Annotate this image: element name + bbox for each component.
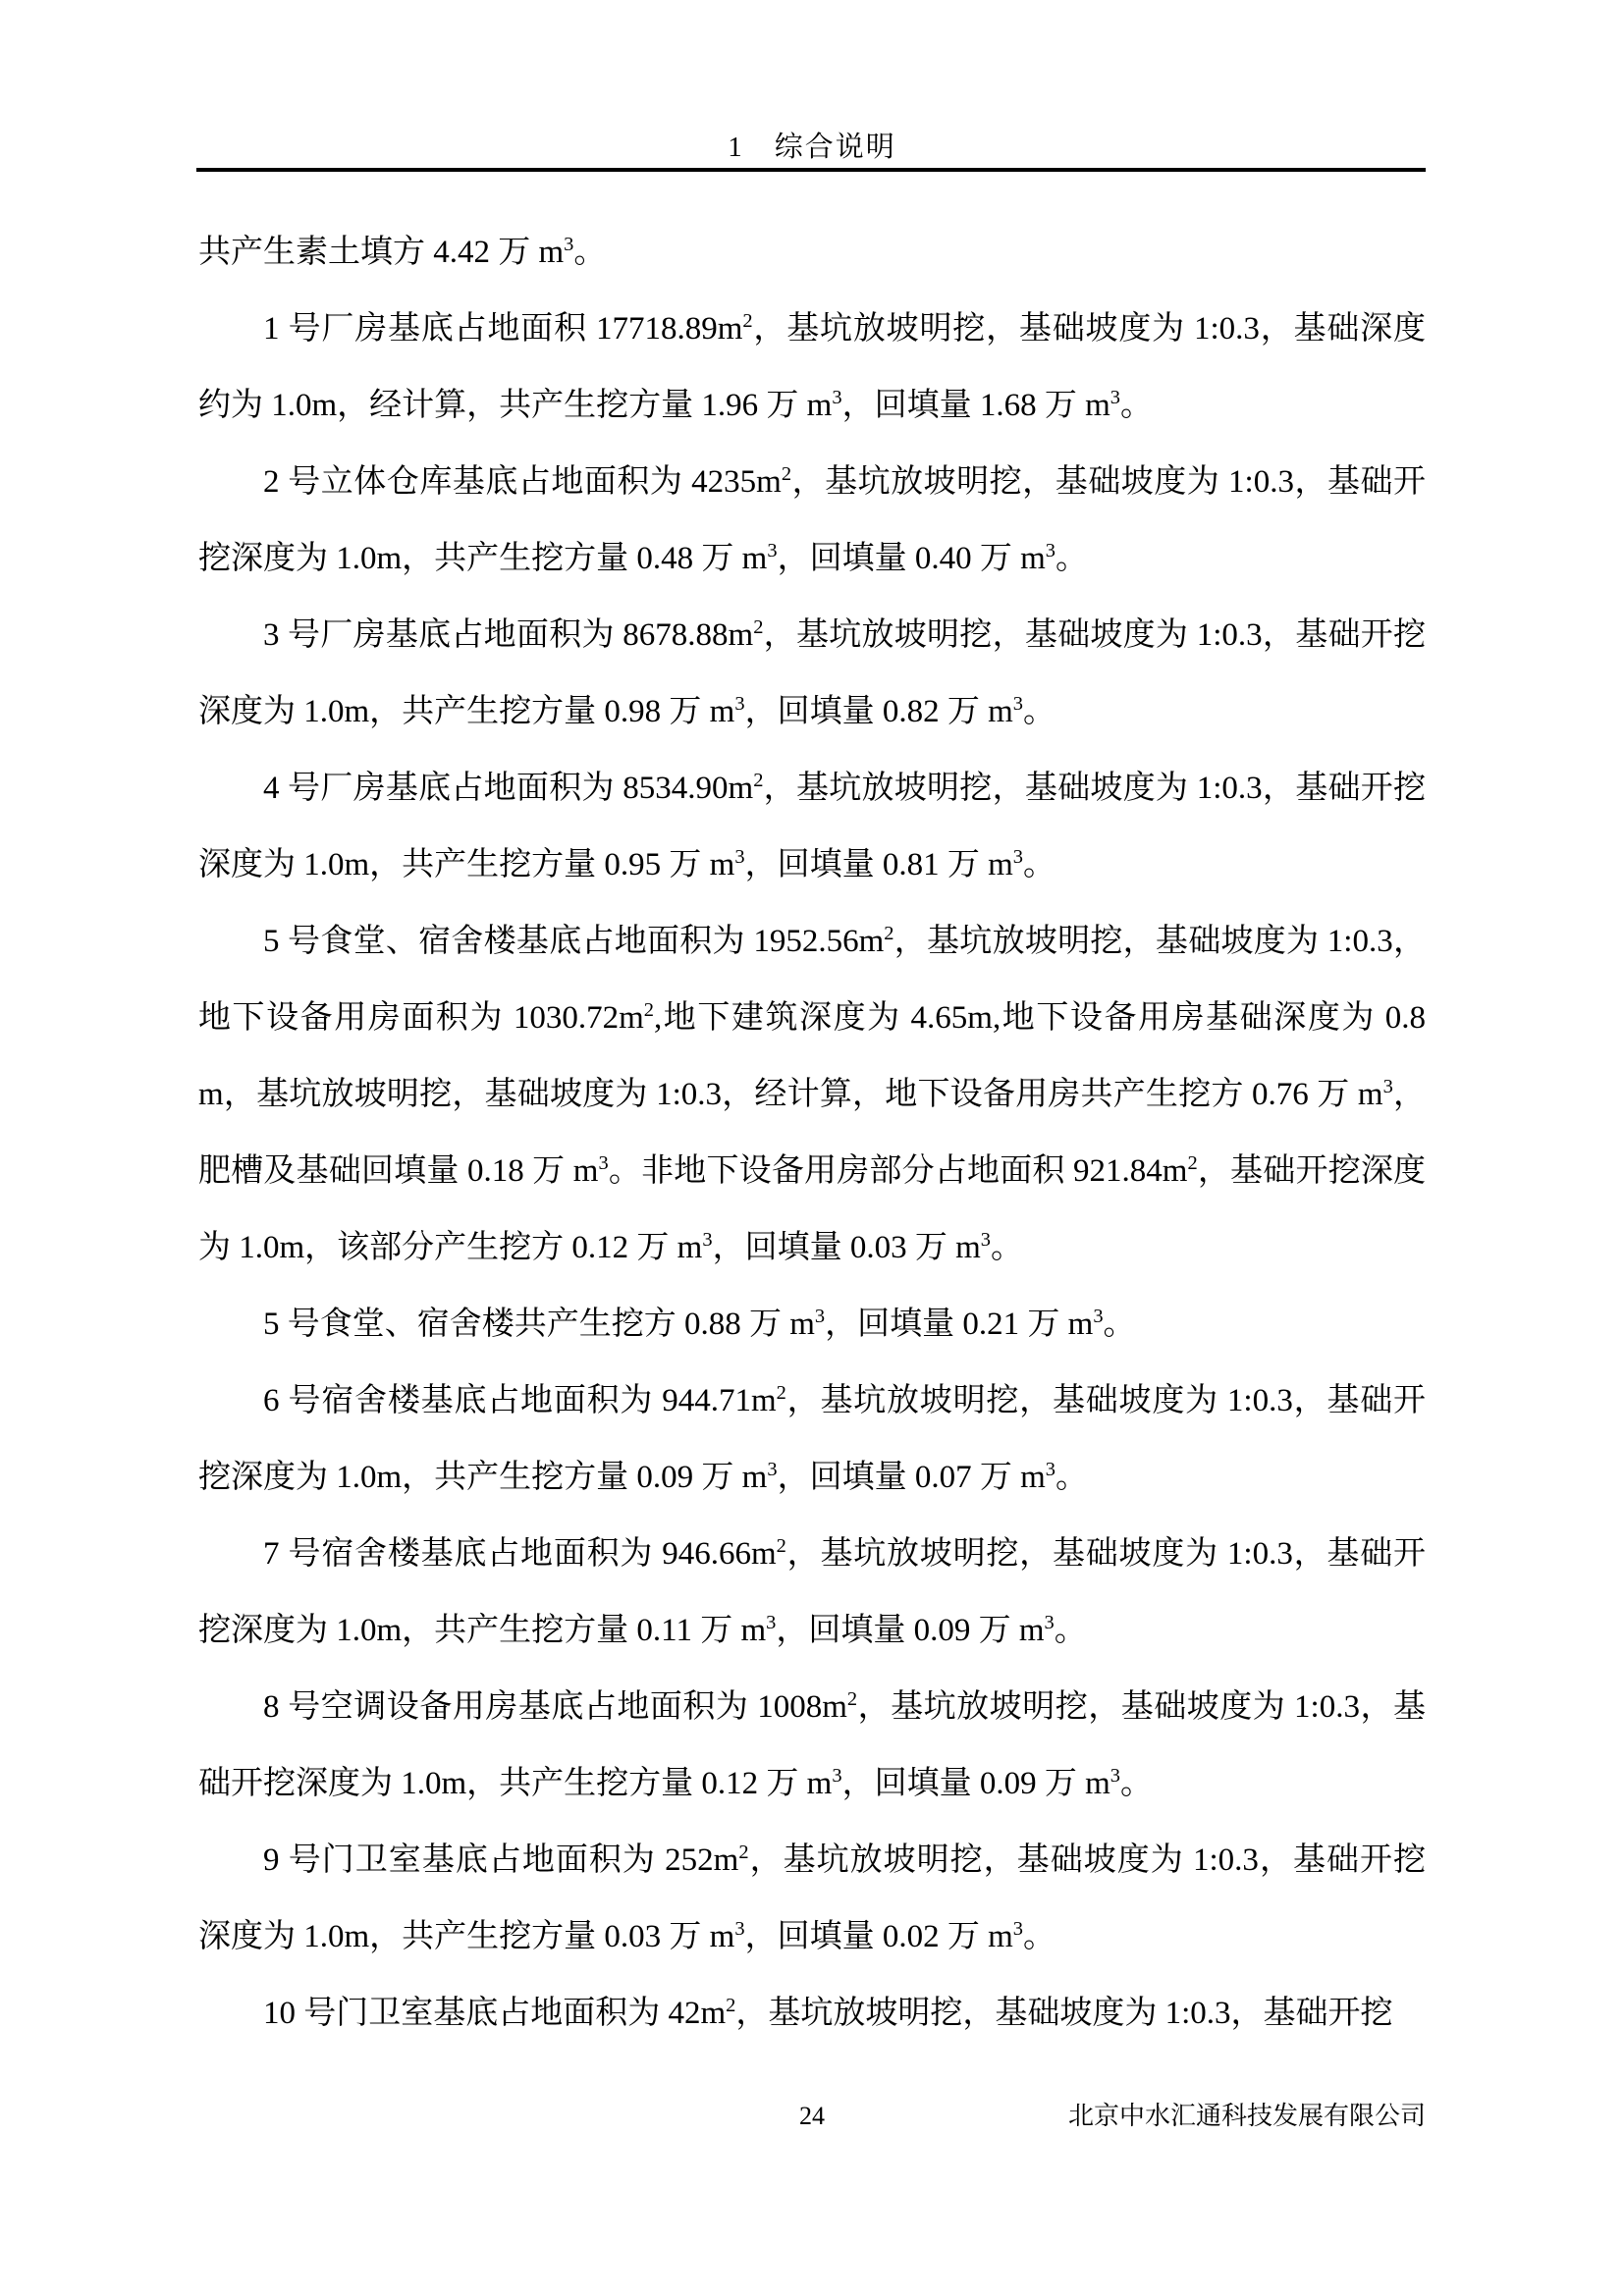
page-number: 24 <box>799 2102 825 2130</box>
text-line: 10 号门卫室基底占地面积为 $42m^2$，基坑放坡明挖，基础坡度为 1:0.3，基础开挖 <box>263 1995 1393 2031</box>
text-line: 8 号空调设备用房基底占地面积为 $1008m^2$，基坑放坡明挖，基础坡度为 1:0.3，基 <box>263 1688 1427 1725</box>
text-line: 肥槽及基础回填量 0.18 万 $m^3$。非地下设备用房部分占地面积 $921.84m^2$，基础开挖深度 <box>198 1152 1427 1189</box>
text-line: 深度为 1.0m，共产生挖方量 0.03 万 $m^3$，回填量 0.02 万 $m^3$。 <box>198 1918 1056 1954</box>
text-line: 深度为 1.0m，共产生挖方量 0.95 万 $m^3$，回填量 0.81 万 $m^3$。 <box>198 846 1056 882</box>
header-title: 1 综合说明 <box>728 132 896 163</box>
text-line: 深度为 1.0m，共产生挖方量 0.98 万 $m^3$，回填量 0.82 万 $m^3$。 <box>198 693 1056 729</box>
text-line: 3 号厂房基底占地面积为 $8678.88m^2$，基坑放坡明挖，基础坡度为 1:0.3，基础开挖 <box>263 616 1427 653</box>
text-line: m，基坑放坡明挖，基础坡度为 1:0.3，经计算，地下设备用房共产生挖方 0.76 万 $m^3$， <box>198 1076 1426 1112</box>
text-line: 9 号门卫室基底占地面积为 $252m^2$，基坑放坡明挖，基础坡度为 1:0.3，基础开挖 <box>263 1842 1426 1878</box>
header-rule <box>196 168 1426 172</box>
page-footer <box>198 2099 1426 2134</box>
text-line: 5 号食堂、宿舍楼基底占地面积为 $1952.56m^2$，基坑放坡明挖，基础坡度为 1:0.3， <box>263 923 1426 959</box>
text-line: 2 号立体仓库基底占地面积为 $4235m^2$，基坑放坡明挖，基础坡度为 1:0.3，基础开 <box>263 463 1426 500</box>
text-line: 挖深度为 1.0m，共产生挖方量 0.11 万 $m^3$，回填量 0.09 万 $m^3$。 <box>198 1612 1087 1648</box>
text-line: 础开挖深度为 1.0m，共产生挖方量 0.12 万 $m^3$，回填量 0.09 万 $m^3$。 <box>198 1765 1153 1801</box>
text-line: 5 号食堂、宿舍楼共产生挖方 0.88 万 $m^3$，回填量 0.21 万 $m^3$。 <box>263 1306 1136 1342</box>
text-line: 4 号厂房基底占地面积为 $8534.90m^2$，基坑放坡明挖，基础坡度为 1:0.3，基础开挖 <box>263 770 1427 806</box>
text-line: 地下设备用房面积为 $1030.72m^2$,地下建筑深度为 4.65m,地下设备用房基础深度为 0.8 <box>198 999 1427 1036</box>
text-line: 共产生素土填方 4.42 万 $m^3$。 <box>198 234 607 270</box>
text-line: 挖深度为 1.0m，共产生挖方量 0.48 万 $m^3$，回填量 0.40 万 $m^3$。 <box>198 540 1088 576</box>
company-name: 北京中水汇通科技发展有限公司 <box>1068 2099 1426 2134</box>
text-line: 7 号宿舍楼基底占地面积为 $946.66m^2$，基坑放坡明挖，基础坡度为 1:0.3，基础开 <box>263 1535 1426 1572</box>
text-line: 挖深度为 1.0m，共产生挖方量 0.09 万 $m^3$，回填量 0.07 万 $m^3$。 <box>198 1459 1088 1495</box>
text-line: 6 号宿舍楼基底占地面积为 $944.71m^2$，基坑放坡明挖，基础坡度为 1:0.3，基础开 <box>263 1382 1426 1418</box>
text-line: 约为 1.0m，经计算，共产生挖方量 1.96 万 $m^3$，回填量 1.68 万 $m^3$。 <box>198 387 1153 423</box>
document-body <box>198 214 1426 2052</box>
text-line: 为 1.0m，该部分产生挖方 0.12 万 $m^3$，回填量 0.03 万 $m^3$。 <box>198 1229 1023 1265</box>
text-line: 1 号厂房基底占地面积 $17718.89m^2$，基坑放坡明挖，基础坡度为 1:0.3，基础深度 <box>263 310 1426 347</box>
